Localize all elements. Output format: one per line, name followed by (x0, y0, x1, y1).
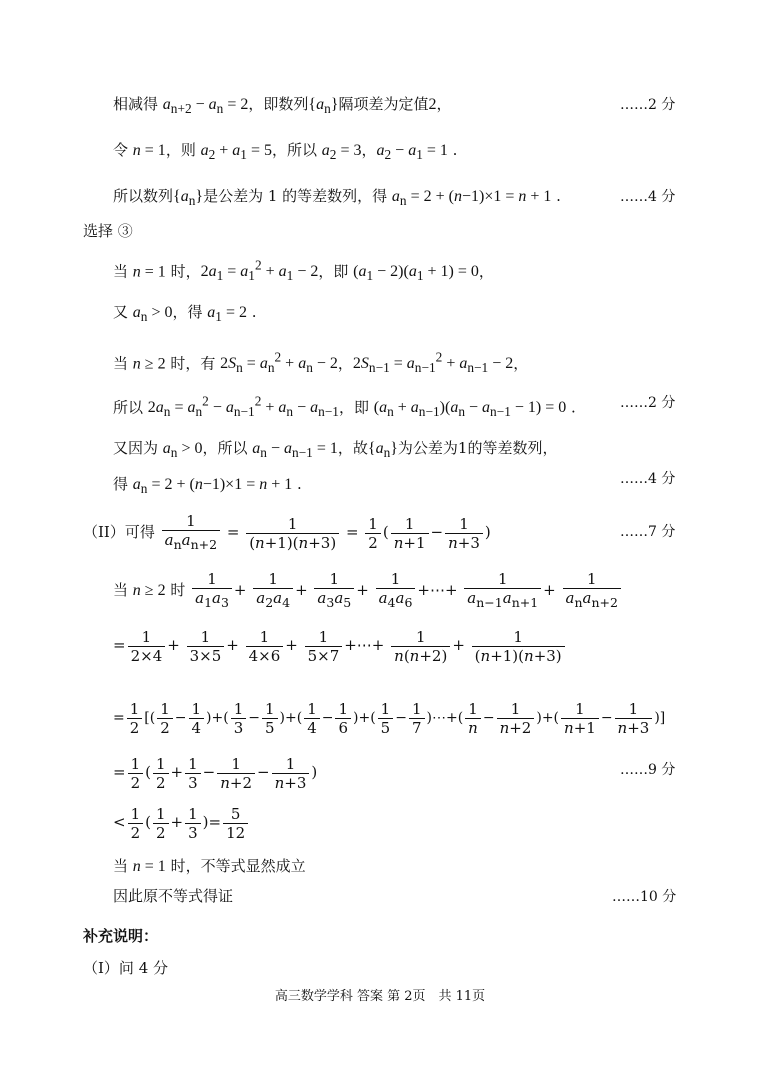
line-17: 当 n = 1 时，不等式显然成立 (113, 857, 306, 875)
line-7: 当 n ≥ 2 时，有 $2S_n = a_n^2 + a_n - 2$，$2S_{n-1} = a_{n-1}^2 + a_{n-1} - 2$， (113, 350, 529, 376)
score-3: ……2 分 (620, 395, 676, 411)
score-7: ……10 分 (612, 889, 677, 905)
line-8: 所以 $2a_n = a_n^2 - a_{n-1}^2 + a_n - a_{n-1}$，即 $(a_n + a_{n-1})(a_n - a_{n-1} - 1) = 0$ . (113, 394, 576, 420)
line-12: 当 n ≥ 2 时 $\frac{1}{a_1a_3}$ + $\frac{1}{a_2a_4}$ + $\frac{1}{a_3a_5}$ + $\frac{1}{a_4a_6}$ +⋯+ $\frac{1}{a_{n-1}a_{n+1}}$ + $\frac{1}{a_na_{n+2}}$ (113, 570, 623, 612)
line-11: （II）可得 $\frac{1}{a_na_{n+2}}$ = $\frac{1}{(n+1)(n+3)}$ = $\frac{1}{2}$ ( $\frac{1}{n+1}$ − $\frac{1}{n+3}$ ) (83, 512, 491, 552)
line-10: 得 $a_n = 2 + (n-1)\times 1 = n + 1$ . (113, 475, 302, 497)
line-6: 又 $a_n > 0$，得 $a_1 = 2$ . (113, 303, 257, 325)
line-5: 当 n = 1 时，$2a_1 = a_1^2 + a_1 - 2$，即 $(a_1 - 2)(a_1 + 1) = 0$， (113, 258, 494, 284)
line-1: 相减得 $a_{n+2} - a_n = 2$，即数列$\{a_n\}$隔项差为定值2， (113, 95, 452, 117)
score-4: ……4 分 (620, 471, 676, 487)
score-5: ……7 分 (620, 524, 676, 540)
line-14: = $\frac{1}{2}$ [( $\frac{1}{2}$ − $\frac{1}{4}$ )+( $\frac{1}{3}$ − $\frac{1}{5}$ )+( $\frac{1}{4}$ − $\frac{1}{6}$ )+( $\frac{1}{5}$ − $\frac{1}{7}$ )⋯+( $\frac{1}{n}$ − $\frac{1}{n+2}$ )+( $\frac{1}{n+1}$ − $\frac{1}{n+3}$ )] (113, 699, 666, 737)
score-6: ……9 分 (620, 762, 676, 778)
line-2: 令 n = 1，则 $a_2 + a_1 = 5$，所以 $a_2 = 3$，$a_2 - a_1 = 1$ . (113, 141, 458, 163)
page-footer: 高三数学学科 答案 第 2页 共 11页 (274, 989, 486, 1004)
supplement-line-1: （I）问 4 分 (83, 959, 169, 977)
choice-3-heading: 选择 ③ (83, 222, 133, 240)
line-16: < $\frac{1}{2}$ ( $\frac{1}{2}$ + $\frac{1}{3}$ )= $\frac{5}{12}$ (113, 802, 250, 842)
score-2: ……4 分 (620, 189, 676, 205)
line-18: 因此原不等式得证 (113, 887, 234, 905)
line-9: 又因为 $a_n > 0$，所以 $a_n - a_{n-1} = 1$，故$\{a_n\}$为公差为1的等差数列， (113, 439, 558, 461)
line-13: = $\frac{1}{2\times 4}$ + $\frac{1}{3\times 5}$ + $\frac{1}{4\times 6}$ + $\frac{1}{5\times 7}$ +⋯+ $\frac{1}{n(n+2)}$ + $\frac{1}{(n+1)(n+3)}$ (113, 625, 567, 665)
score-1: ……2 分 (620, 97, 676, 113)
line-3: 所以数列$\{a_n\}$是公差为 1 的等差数列，得 $a_n = 2 + (n-1)\times 1 = n + 1$ . (113, 187, 561, 209)
line-15: = $\frac{1}{2}$ ( $\frac{1}{2}$ + $\frac{1}{3}$ − $\frac{1}{n+2}$ − $\frac{1}{n+3}$ ) (113, 754, 318, 792)
supplement-heading: 补充说明： (83, 927, 159, 945)
